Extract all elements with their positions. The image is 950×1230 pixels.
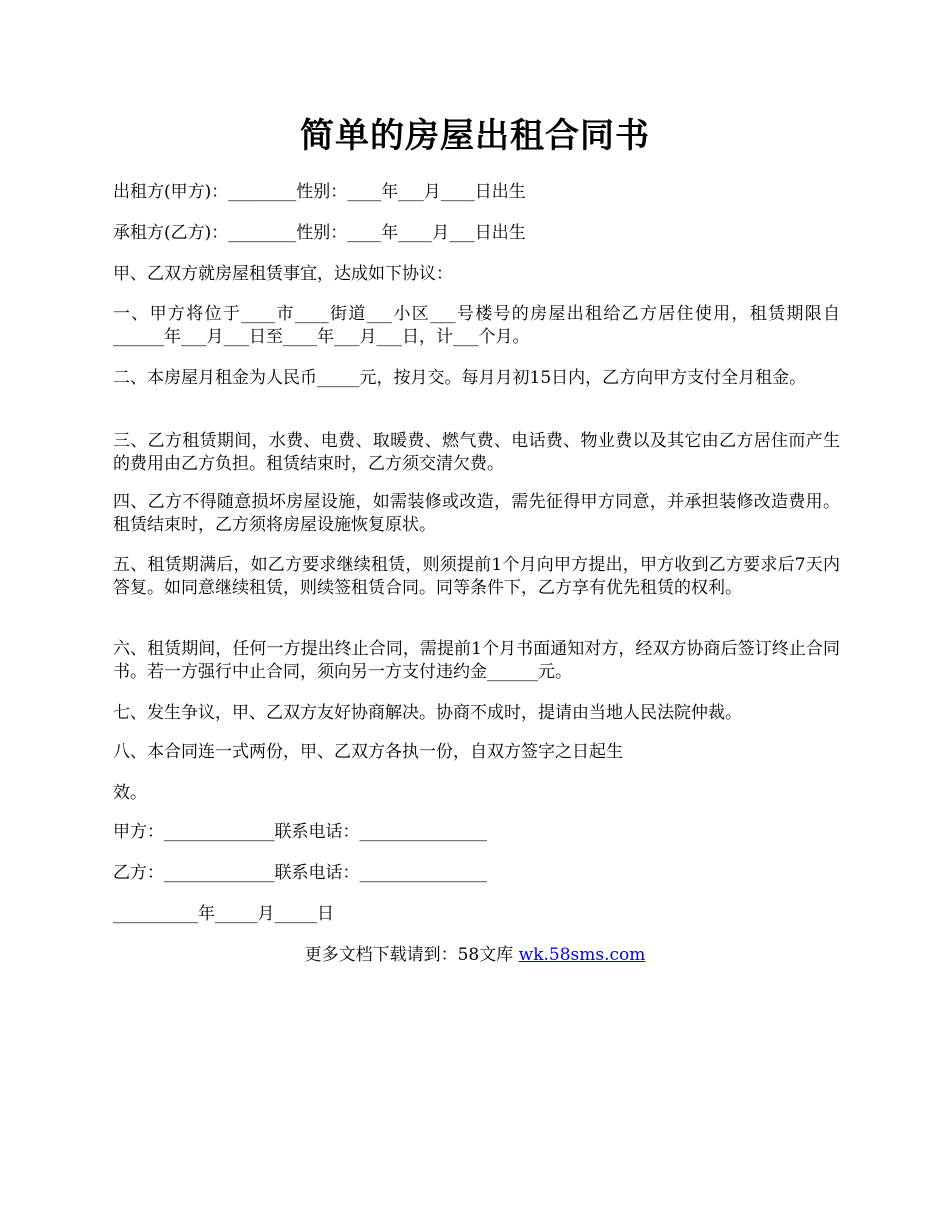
clause-8: 八、本合同连一式两份，甲、乙双方各执一份，自双方签字之日起生 [113,742,623,762]
signing-date-line: __________年_____月_____日 [113,904,334,924]
footer-download-note [0,944,950,967]
clause-8-continued: 效。 [113,783,147,803]
clause-6: 六、租赁期间，任何一方提出终止合同，需提前1个月书面通知对方，经双方协商后签订终止合同书。若一方强行中止合同，须向另一方支付违约金______元。 [113,639,840,682]
clause-1: 一、甲方将位于____市____街道___小区___号楼号的房屋出租给乙方居住使用，租赁期限自______年___月___日至____年___月___日，计___个月。 [113,304,840,347]
clause-2: 二、本房屋月租金为人民币_____元，按月交。每月月初15日内，乙方向甲方支付全月租金。 [113,368,807,388]
document-title: 简单的房屋出租合同书 [300,116,650,156]
party-b-signature-line: 乙方：_____________联系电话：_______________ [113,863,487,883]
lessee-info-line: 承租方(乙方)：________性别：____年____月___日出生 [113,223,526,243]
clause-5: 五、租赁期满后，如乙方要求继续租赁，则须提前1个月向甲方提出，甲方收到乙方要求后7天内答复。如同意继续租赁，则续签租赁合同。同等条件下，乙方享有优先租赁的权利。 [113,555,840,598]
party-a-signature-line: 甲方：_____________联系电话：_______________ [113,822,487,842]
clause-3: 三、乙方租赁期间，水费、电费、取暖费、燃气费、电话费、物业费以及其它由乙方居住而产生的费用由乙方负担。租赁结束时，乙方须交清欠费。 [113,431,840,474]
footer-text: 更多文档下载请到：58文库 [304,945,519,965]
lessor-info-line: 出租方(甲方)：________性别：____年___月____日出生 [113,182,526,202]
footer-link[interactable]: wk.58sms.com [518,945,646,965]
agreement-intro: 甲、乙双方就房屋租赁事宜，达成如下协议： [113,264,453,284]
clause-4: 四、乙方不得随意损坏房屋设施，如需装修或改造，需先征得甲方同意，并承担装修改造费用。租赁结束时，乙方须将房屋设施恢复原状。 [113,492,840,535]
clause-7: 七、发生争议，甲、乙双方友好协商解决。协商不成时，提请由当地人民法院仲裁。 [113,703,742,723]
